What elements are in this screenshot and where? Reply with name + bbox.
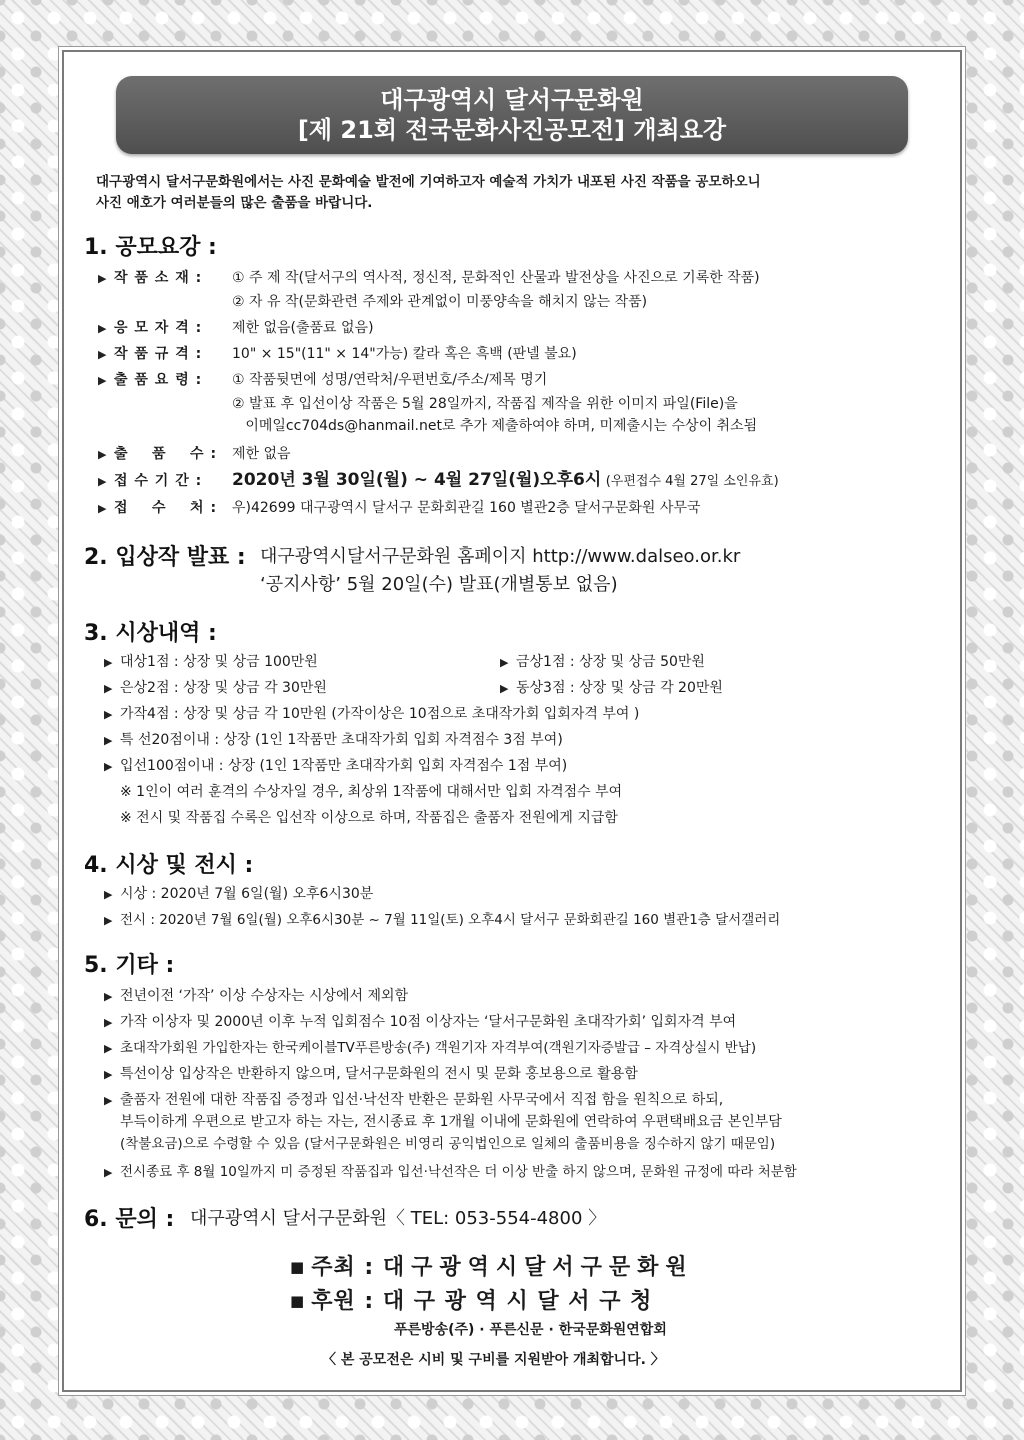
ceremony-item bbox=[104, 884, 373, 905]
period-note: (우편접수 4월 27일 소인유효) bbox=[605, 474, 779, 489]
title-line-2: [제 21회 전국문화사진공모전] 개최요강 bbox=[297, 116, 727, 144]
award-text: 특 선20점이내 : 상장 (1인 1작품만 초대작가회 입회 자격점수 3점 부여) bbox=[120, 732, 563, 748]
etc-item-4 bbox=[104, 1064, 638, 1085]
item-value: ① 주 제 작(달서구의 역사적, 정신적, 문화적인 산물과 발전상을 사진으로 기록한 작품) bbox=[232, 270, 760, 286]
contact-text: 대구광역시 달서구문화원〈 TEL: 053-554-4800 〉 bbox=[190, 1208, 607, 1229]
item-label: 출 품 수 : bbox=[114, 446, 218, 462]
item-subject bbox=[98, 268, 760, 289]
item-subject-line-2: ② 자 유 작(문화관련 주제와 관계없이 미풍양속을 해치지 않는 작품) bbox=[232, 294, 648, 310]
award-text: 대상1점 : 상장 및 상금 100만원 bbox=[120, 654, 318, 670]
triangle-bullet-icon: ▶ bbox=[104, 1094, 113, 1107]
triangle-bullet-icon: ▶ bbox=[104, 682, 113, 695]
section-2-title: 2. 입상작 발표 : bbox=[84, 545, 246, 570]
triangle-bullet-icon: ▶ bbox=[98, 502, 107, 515]
intro-line-1: 대구광역시 달서구문화원에서는 사진 문화예술 발전에 기여하고자 예술적 가치가 내포된 사진 작품을 공모하오니 bbox=[96, 174, 761, 190]
etc-item-5-line-2: 부득이하게 우편으로 받고자 하는 자는, 전시종료 후 1개월 이내에 문화원에 연락하여 우편택배요금 본인부담 bbox=[120, 1114, 782, 1130]
item-count bbox=[98, 444, 291, 465]
item-period bbox=[98, 470, 779, 492]
item-label: 작 품 소 재 : bbox=[114, 270, 203, 286]
section-3-title: 3. 시상내역 : bbox=[84, 621, 217, 646]
exhibition-item bbox=[104, 910, 780, 931]
funding-note: 〈 본 공모전은 시비 및 구비를 지원받아 개최합니다. 〉 bbox=[322, 1352, 665, 1368]
triangle-bullet-icon: ▶ bbox=[98, 348, 107, 361]
triangle-bullet-icon: ▶ bbox=[104, 656, 113, 669]
triangle-bullet-icon: ▶ bbox=[104, 734, 113, 747]
award-honorable bbox=[104, 704, 639, 725]
triangle-bullet-icon: ▶ bbox=[104, 1166, 113, 1179]
ceremony-text: 시상 : 2020년 7월 6일(월) 오후6시30분 bbox=[120, 886, 374, 902]
item-label: 작 품 규 격 : bbox=[114, 346, 203, 362]
etc-text: 출품자 전원에 대한 작품집 증정과 입선·낙선작 반환은 문화원 사무국에서 직접 함을 원칙으로 하되, bbox=[120, 1092, 724, 1108]
award-note-2: ※ 전시 및 작품집 수록은 입선작 이상으로 하며, 작품집은 출품자 전원에게 지급함 bbox=[120, 810, 618, 826]
award-grand bbox=[104, 652, 318, 673]
support-name: 대 구 광 역 시 달 서 구 청 bbox=[382, 1289, 653, 1314]
square-bullet-icon: ■ bbox=[290, 1292, 306, 1310]
triangle-bullet-icon: ▶ bbox=[500, 656, 509, 669]
triangle-bullet-icon: ▶ bbox=[104, 914, 113, 927]
award-text: 동상3점 : 상장 및 상금 각 20만원 bbox=[516, 680, 723, 696]
announcement-line-1: 대구광역시달서구문화원 홈페이지 http://www.dalseo.or.kr bbox=[260, 546, 741, 567]
item-value: ① 작품뒷면에 성명/연락처/우편번호/주소/제목 명기 bbox=[232, 372, 548, 388]
award-text: 입선100점이내 : 상장 (1인 1작품만 초대작가회 입회 자격점수 1점 부여) bbox=[120, 758, 568, 774]
etc-item-5-line-3: (착불요금)으로 수령할 수 있음 (달서구문화원은 비영리 공익법인으로 일체의 출품비용을 징수하지 않기 때문임) bbox=[120, 1136, 776, 1152]
item-label: 출 품 요 령 : bbox=[114, 372, 203, 388]
award-selected bbox=[104, 756, 567, 777]
etc-text: 전년이전 ‘가작’ 이상 수상자는 시상에서 제외함 bbox=[120, 988, 409, 1004]
support-line bbox=[290, 1284, 652, 1315]
host-name: 대구광역시달서구문화원 bbox=[382, 1255, 694, 1280]
poster-frame bbox=[62, 50, 962, 1392]
triangle-bullet-icon: ▶ bbox=[98, 448, 107, 461]
triangle-bullet-icon: ▶ bbox=[104, 708, 113, 721]
host-line bbox=[290, 1250, 694, 1281]
etc-text: 초대작가회원 가입한자는 한국케이블TV푸른방송(주) 객원기자 자격부여(객원기자증발급 – 자격상실시 반납) bbox=[120, 1040, 757, 1056]
triangle-bullet-icon: ▶ bbox=[104, 888, 113, 901]
triangle-bullet-icon: ▶ bbox=[104, 990, 113, 1003]
etc-text: 전시종료 후 8월 10일까지 미 증정된 작품집과 입선·낙선작은 더 이상 반출 하지 않으며, 문화원 규정에 따라 처분함 bbox=[120, 1164, 797, 1180]
title-banner bbox=[116, 76, 908, 154]
triangle-bullet-icon: ▶ bbox=[104, 1016, 113, 1029]
title-line-1: 대구광역시 달서구문화원 bbox=[380, 86, 644, 114]
item-submission-guide-line-2: ② 발표 후 입선이상 작품은 5월 28일까지, 작품집 제작을 위한 이미지 파일(File)을 bbox=[232, 396, 738, 412]
item-office bbox=[98, 498, 700, 519]
intro-text bbox=[96, 172, 936, 214]
etc-item-2 bbox=[104, 1012, 736, 1033]
award-silver bbox=[104, 678, 327, 699]
item-label: 접 수 처 : bbox=[114, 500, 218, 516]
period-dates: 2020년 3월 30일(월) ~ 4월 27일(월)오후6시 bbox=[232, 470, 602, 490]
etc-text: 가작 이상자 및 2000년 이후 누적 입회점수 10점 이상자는 ‘달서구문화원 초대작가회’ 입회자격 부여 bbox=[120, 1014, 737, 1030]
item-value: 10" × 15"(11" × 14"가능) 칼라 혹은 흑백 (판넬 불요) bbox=[232, 346, 577, 362]
etc-item-1 bbox=[104, 986, 408, 1007]
triangle-bullet-icon: ▶ bbox=[104, 760, 113, 773]
etc-item-6 bbox=[104, 1162, 797, 1183]
item-label: 접 수 기 간 : bbox=[114, 473, 203, 489]
item-value: 우)42699 대구광역시 달서구 문화회관길 160 별관2층 달서구문화원 사무국 bbox=[232, 500, 701, 516]
award-note-1: ※ 1인이 여러 훈격의 수상자일 경우, 최상위 1작품에 대해서만 입회 자격점수 부여 bbox=[120, 784, 623, 800]
item-eligibility bbox=[98, 318, 374, 339]
etc-item-3 bbox=[104, 1038, 756, 1059]
item-submission-guide-line-3: 이메일cc704ds@hanmail.net로 추가 제출하여야 하며, 미제출시는 수상이 취소됨 bbox=[232, 418, 758, 434]
section-1-title: 1. 공모요강 : bbox=[84, 235, 217, 260]
square-bullet-icon: ■ bbox=[290, 1258, 306, 1276]
triangle-bullet-icon: ▶ bbox=[98, 322, 107, 335]
etc-text: 특선이상 입상작은 반환하지 않으며, 달서구문화원의 전시 및 문화 홍보용으로 활용함 bbox=[120, 1066, 638, 1082]
announcement-line-2: ‘공지사항’ 5월 20일(수) 발표(개별통보 없음) bbox=[260, 574, 618, 595]
etc-item-5 bbox=[104, 1090, 723, 1111]
award-gold bbox=[500, 652, 705, 673]
item-label: 응 모 자 격 : bbox=[114, 320, 203, 336]
award-bronze bbox=[500, 678, 723, 699]
item-value: 제한 없음 bbox=[232, 446, 291, 462]
triangle-bullet-icon: ▶ bbox=[104, 1068, 113, 1081]
section-6-title: 6. 문의 : bbox=[84, 1207, 175, 1232]
section-4-title: 4. 시상 및 전시 : bbox=[84, 853, 254, 878]
triangle-bullet-icon: ▶ bbox=[98, 374, 107, 387]
item-size bbox=[98, 344, 577, 365]
partners-text: 푸른방송(주) · 푸른신문 · 한국문화원연합회 bbox=[394, 1322, 667, 1338]
item-submission-guide bbox=[98, 370, 547, 391]
award-text: 가작4점 : 상장 및 상금 각 10만원 (가작이상은 10점으로 초대작가회 입회자격 부여 ) bbox=[120, 706, 640, 722]
intro-line-2: 사진 애호가 여러분들의 많은 출품을 바랍니다. bbox=[96, 195, 373, 211]
award-text: 은상2점 : 상장 및 상금 각 30만원 bbox=[120, 680, 327, 696]
award-text: 금상1점 : 상장 및 상금 50만원 bbox=[516, 654, 705, 670]
section-5-title: 5. 기타 : bbox=[84, 953, 175, 978]
exhibition-text: 전시 : 2020년 7월 6일(월) 오후6시30분 ~ 7월 11일(토) 오후4시 달서구 문화회관길 160 별관1층 달서갤러리 bbox=[120, 912, 781, 928]
triangle-bullet-icon: ▶ bbox=[98, 475, 107, 488]
host-label: 주최 : bbox=[311, 1255, 375, 1280]
triangle-bullet-icon: ▶ bbox=[500, 682, 509, 695]
award-special bbox=[104, 730, 563, 751]
triangle-bullet-icon: ▶ bbox=[104, 1042, 113, 1055]
item-value: 제한 없음(출품료 없음) bbox=[232, 320, 374, 336]
triangle-bullet-icon: ▶ bbox=[98, 272, 107, 285]
support-label: 후원 : bbox=[311, 1289, 375, 1314]
